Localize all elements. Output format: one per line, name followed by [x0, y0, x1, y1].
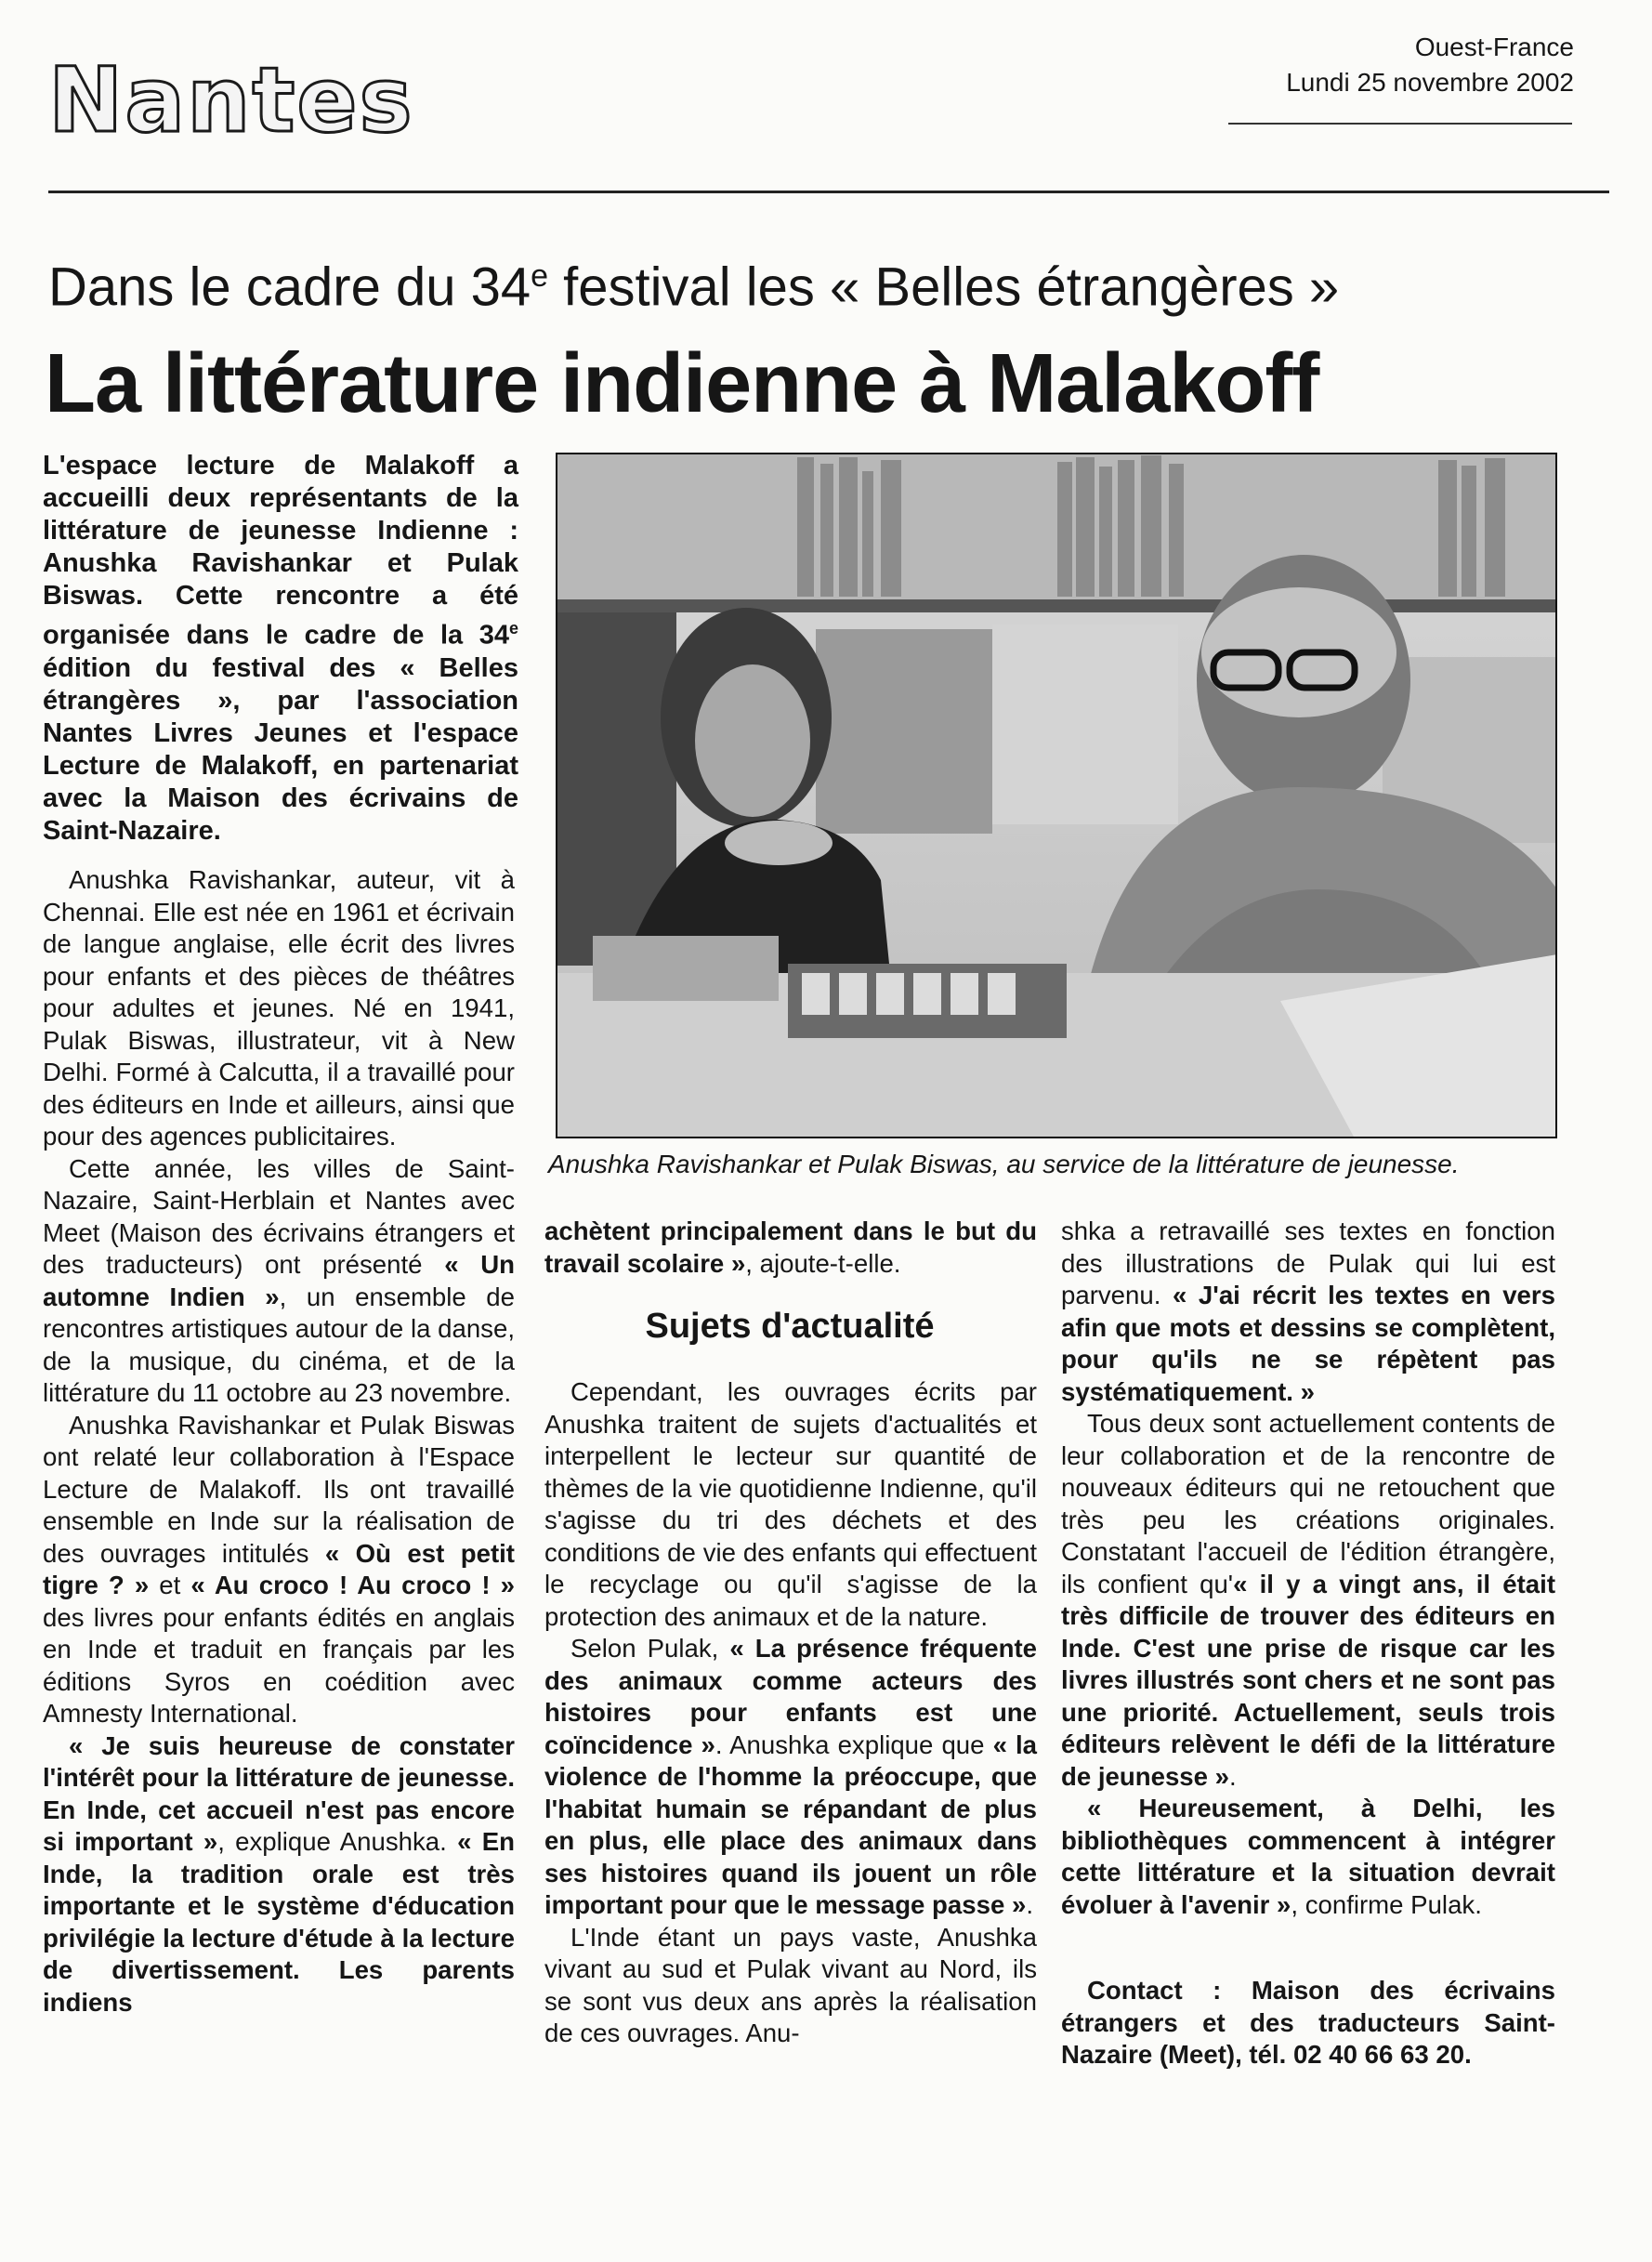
article-column-1	[43, 864, 515, 2019]
text-bold: « Un automne Indien »	[43, 1250, 515, 1311]
text-bold: « Où est petit tigre ? »	[43, 1538, 515, 1599]
lead-text: L'espace lecture de Malakoff a accueilli deux représentants de la littérature de jeunesse Indienne : Anushka Ravishankar et Pulak Biswas. Cette rencontre a été organisée dans le cadre de la 34	[43, 451, 518, 651]
text-bold: achètent principalement dans le but du travail scolaire »	[544, 1216, 1037, 1278]
text: .	[1026, 1890, 1033, 1919]
text: et	[149, 1571, 191, 1599]
article-column-3	[1061, 1216, 1555, 2071]
kicker-superscript: e	[531, 258, 549, 294]
text-bold: « la violence de l'homme la préoccupe, que l'habitat humain se répandant de plus en plus, elle place des animaux dans ses histoires quand ils jouent un rôle important pour que le message passe »	[544, 1729, 1037, 1919]
masthead-rule	[48, 191, 1609, 193]
section-title: Nantes	[48, 48, 414, 152]
paragraph	[1061, 1793, 1555, 1921]
kicker-text-end: festival les « Belles étrangères »	[548, 256, 1340, 318]
text: .	[1229, 1761, 1237, 1791]
paragraph	[43, 1730, 515, 2019]
text-bold: Contact : Maison des écrivains étrangers et des traducteurs Saint-Nazaire (Meet), tél. 02 40 66 63 20.	[1061, 1976, 1555, 2069]
article-photo	[556, 453, 1557, 1138]
text-bold: « Heureusement, à Delhi, les bibliothèques commencent à intégrer cette littérature et la situation devrait évoluer à l'avenir »	[1061, 1794, 1555, 1919]
text-bold: « il y a vingt ans, il était très difficile de trouver des éditeurs en Inde. C'est une prise de risque car les livres illustrés sont chers et ne sont pas une priorité. Actuellement, seuls trois éditeurs relèvent le défi de la littérature de jeunesse »	[1061, 1569, 1556, 1791]
text: , ajoute-t-elle.	[745, 1248, 901, 1278]
photo-caption: Anushka Ravishankar et Pulak Biswas, au service de la littérature de jeunesse.	[548, 1150, 1460, 1178]
paragraph	[1061, 1408, 1555, 1793]
text-bold: « La présence fréquente des animaux comme acteurs des histoires pour enfants est une coïncidence »	[544, 1634, 1037, 1759]
article-kicker	[48, 256, 1340, 318]
contact-info	[1061, 1975, 1555, 2071]
text-bold: « En Inde, la tradition orale est très importante et le système d'éducation privilégie la lecture d'étude à la lecture de divertissement. Les parents indiens	[43, 1827, 515, 2017]
text: des livres pour enfants édités en anglais en Inde et traduit en français par les éditions Syros en coédition avec Amnesty International.	[43, 1602, 515, 1728]
lead-superscript: e	[508, 619, 518, 638]
text-bold: « Au croco ! Au croco ! »	[190, 1571, 515, 1599]
paragraph	[43, 1153, 515, 1410]
newspaper-info	[1016, 30, 1574, 100]
lead-text-end: édition du festival des « Belles étrangères », par l'association Nantes Livres Jeunes et l'espace Lecture de Malakoff, en partenariat avec la Maison des écrivains de Saint-Nazaire.	[43, 652, 518, 846]
date-rule	[1228, 123, 1572, 125]
text: , confirme Pulak.	[1291, 1889, 1482, 1919]
article-lead	[43, 450, 518, 848]
paragraph: Anushka Ravishankar, auteur, vit à Chennai. Elle est née en 1961 et écrivain de langue anglaise, elle écrit des livres pour enfants et des pièces de théâtres pour adultes et jeunes. Né en 1941, Pulak Biswas, illustrateur, vit à New Delhi. Formé à Calcutta, il a travaillé pour des éditeurs en Inde et ailleurs, ainsi que pour des agences publicitaires.	[43, 865, 515, 1151]
publication-date: Lundi 25 novembre 2002	[1286, 68, 1574, 97]
text: Selon Pulak,	[570, 1634, 730, 1663]
article-subheading: Sujets d'actualité	[645, 1307, 935, 1346]
newspaper-name: Ouest-France	[1414, 33, 1574, 61]
text: . Anushka explique que	[715, 1729, 993, 1759]
paragraph: L'Inde étant un pays vaste, Anushka vivant au sud et Pulak vivant au Nord, ils se sont vus deux ans après la réalisation de ces ouvrages. Anu-	[544, 1922, 1037, 2047]
paragraph	[544, 1633, 1037, 1922]
text: Cette année, les villes de Saint-Nazaire, Saint-Herblain et Nantes avec Meet (Maison des écrivains étrangers et des traducteurs) ont présenté	[43, 1153, 515, 1279]
paragraph	[1061, 1216, 1555, 1408]
text: , un ensemble de rencontres artistiques autour de la danse, de la musique, du cinéma, et de la littérature du 11 octobre au 23 novembre.	[43, 1282, 515, 1407]
text-bold: « Je suis heureuse de constater l'intérêt pour la littérature de jeunesse. En Inde, cet accueil n'est pas encore si important »	[43, 1730, 515, 1856]
text: Tous deux sont actuellement contents de leur collaboration et de la rencontre de nouveaux éditeurs qui ne retouchent que très peu les créations originales. Constatant l'accueil de l'édition étrangère, ils confient qu'	[1061, 1409, 1555, 1598]
text: shka a retravaillé ses textes en fonction des illustrations de Pulak qui lui est parvenu.	[1061, 1216, 1555, 1309]
paragraph	[43, 1410, 515, 1730]
text: Anushka Ravishankar et Pulak Biswas ont relaté leur collaboration à l'Espace Lecture de Malakoff. Ils ont travaillé ensemble en Inde sur la réalisation de des ouvrages intitulés	[43, 1410, 515, 1568]
paragraph: Cependant, les ouvrages écrits par Anushka traitent de sujets d'actualités et interpellent le lecteur sur quantité de thèmes de la vie quotidienne Indienne, qu'il s'agisse du tri des déchets et des conditions de vie des enfants qui effectuent le recyclage ou qu'il s'agisse de la protection des animaux et de la nature.	[544, 1377, 1037, 1631]
kicker-text: Dans le cadre du 34	[48, 256, 531, 318]
paragraph	[544, 1216, 1037, 1280]
article-headline: La littérature indienne à Malakoff	[45, 337, 1319, 430]
text-bold: « J'ai récrit les textes en vers afin que mots et dessins se complètent, pour qu'ils ne se répètent pas systématiquement. »	[1061, 1281, 1555, 1406]
text: , explique Anushka.	[217, 1827, 458, 1856]
